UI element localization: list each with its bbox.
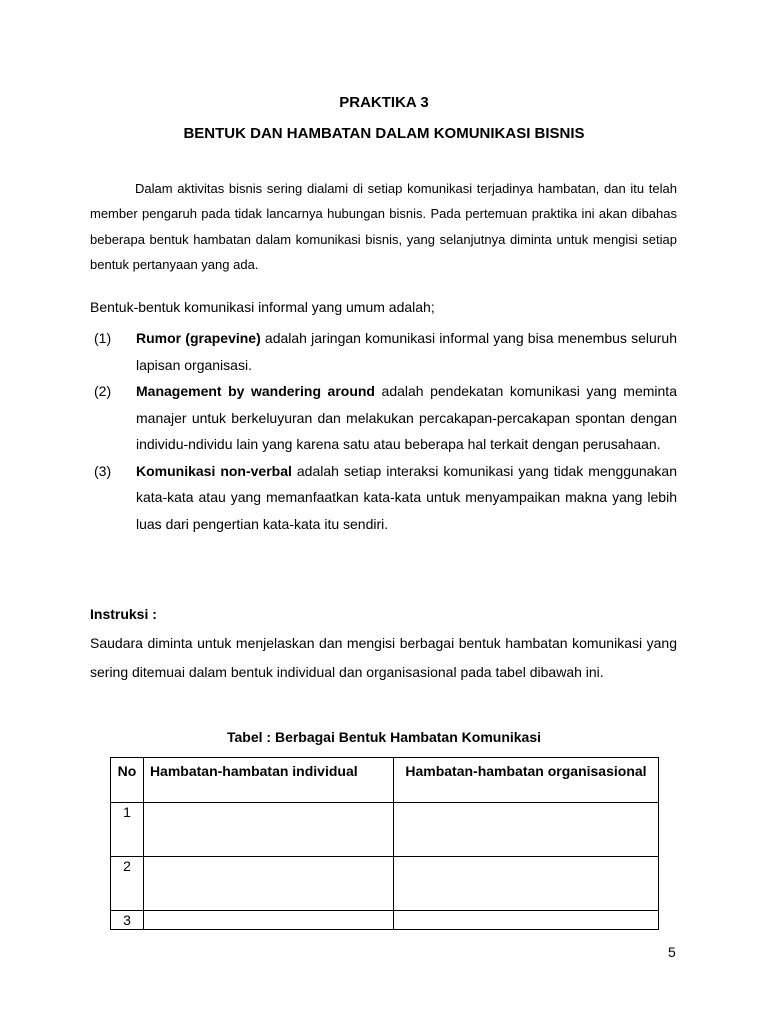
intro-paragraph: Dalam aktivitas bisnis sering dialami di setiap komunikasi terjadinya hambatan, dan itu telah member pengaruh pada tidak lancarnya hubungan bisnis. Pada pertemuan praktika ini akan dibahas beberapa bentuk hambatan dalam komunikasi bisnis, yang selanjutnya diminta untuk mengisi setiap bentuk pertanyaan yang ada. bbox=[90, 181, 677, 272]
list-lead-sentence: Bentuk-bentuk komunikasi informal yang umum adalah; bbox=[90, 299, 435, 315]
list-item-number: (3) bbox=[94, 462, 112, 479]
table-row bbox=[111, 911, 659, 930]
informal-communication-list bbox=[90, 325, 677, 537]
table-row bbox=[111, 803, 659, 857]
list-item-description: adalah pendekatan komunikasi yang meminta manajer untuk berkeluyuran dan melakukan percakapan-percakapan spontan dengan individu-ndividu lain yang karena satu atau beberapa hal terkait dengan perusahaan. bbox=[136, 383, 677, 452]
header-individual-barriers: Hambatan-hambatan individual bbox=[143, 758, 393, 803]
practicum-title-heading: BENTUK DAN HAMBATAN DALAM KOMUNIKASI BISNIS bbox=[183, 125, 585, 142]
row-number: 3 bbox=[111, 911, 144, 930]
table-header-row bbox=[111, 758, 659, 803]
individual-barrier-cell[interactable] bbox=[143, 911, 393, 930]
practicum-number-heading: PRAKTIKA 3 bbox=[339, 94, 429, 111]
list-item-description: adalah setiap interaksi komunikasi yang tidak menggunakan kata-kata atau yang memanfaatkan kata-kata untuk menyampaikan makna yang lebih luas dari pengertian kata-kata itu sendiri. bbox=[136, 462, 678, 532]
row-number: 2 bbox=[111, 857, 144, 911]
list-item bbox=[90, 378, 677, 458]
header-organisational-barriers: Hambatan-hambatan organisasional bbox=[393, 758, 658, 803]
instruction-body: Saudara diminta untuk menjelaskan dan mengisi berbagai bentuk hambatan komunikasi yang sering ditemuai dalam bentuk individual dan organisasional pada tabel dibawah ini. bbox=[90, 635, 677, 680]
table-row bbox=[111, 857, 659, 911]
barriers-table bbox=[110, 757, 659, 930]
organisational-barrier-cell[interactable] bbox=[393, 803, 658, 857]
list-item-term: Komunikasi non-verbal bbox=[136, 462, 292, 479]
page-number: 5 bbox=[668, 944, 676, 960]
organisational-barrier-cell[interactable] bbox=[393, 911, 658, 930]
header-no: No bbox=[111, 758, 144, 803]
list-item-number: (2) bbox=[94, 383, 112, 399]
individual-barrier-cell[interactable] bbox=[143, 857, 393, 911]
list-item bbox=[90, 325, 677, 378]
list-item-term: Rumor (grapevine) bbox=[136, 330, 261, 346]
list-item-number: (1) bbox=[94, 330, 112, 346]
row-number: 1 bbox=[111, 803, 144, 857]
instruction-heading: Instruksi : bbox=[90, 606, 157, 622]
organisational-barrier-cell[interactable] bbox=[393, 857, 658, 911]
list-item-description: adalah jaringan komunikasi informal yang bisa menembus seluruh lapisan organisasi. bbox=[136, 330, 677, 373]
individual-barrier-cell[interactable] bbox=[143, 803, 393, 857]
list-item-term: Management by wandering around bbox=[136, 383, 375, 399]
list-item bbox=[90, 458, 677, 538]
table-caption: Tabel : Berbagai Bentuk Hambatan Komunikasi bbox=[226, 729, 542, 745]
